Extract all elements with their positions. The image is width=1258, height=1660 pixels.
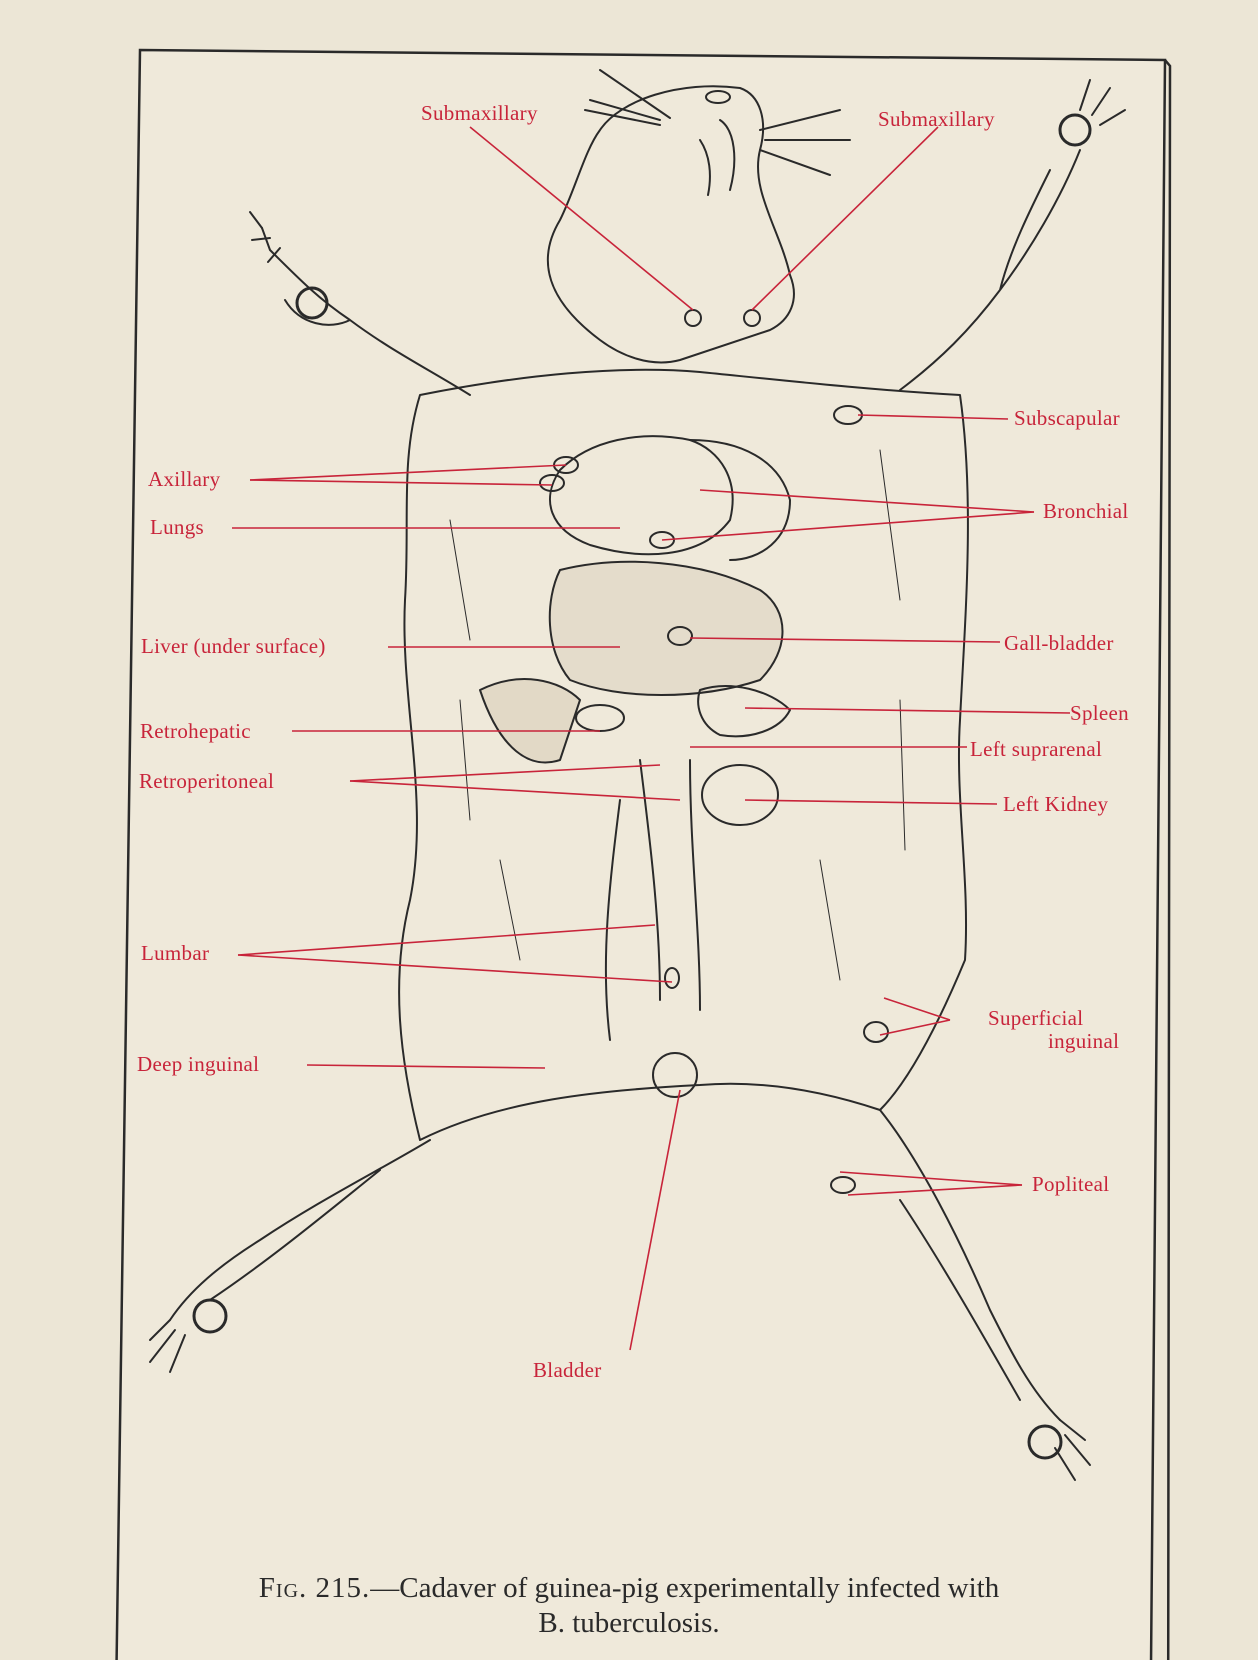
plate-edge: [1165, 60, 1170, 1660]
label-lumbar: Lumbar: [141, 941, 210, 965]
label-lungs: Lungs: [150, 515, 204, 539]
label-superficial-inguinal-line2: inguinal: [1048, 1029, 1120, 1053]
figure-caption-line-2: B. tuberculosis.: [538, 1607, 720, 1639]
label-popliteal: Popliteal: [1032, 1172, 1110, 1196]
label-retrohepatic: Retrohepatic: [140, 719, 251, 743]
figure-caption: [0, 1573, 1258, 1603]
label-superficial-inguinal: Superficial: [988, 1006, 1084, 1030]
figure-number: Fig. 215.: [258, 1572, 371, 1604]
label-spleen: Spleen: [1070, 701, 1129, 725]
label-gall-bladder: Gall-bladder: [1004, 631, 1114, 655]
label-submaxillary-right: Submaxillary: [878, 107, 995, 131]
label-subscapular: Subscapular: [1014, 406, 1120, 430]
label-left-kidney: Left Kidney: [1003, 792, 1109, 816]
label-left-suprarenal: Left suprarenal: [970, 737, 1103, 761]
label-bronchial: Bronchial: [1043, 499, 1129, 523]
label-deep-inguinal: Deep inguinal: [137, 1052, 260, 1076]
caption-line-1: —Cadaver of guinea-pig experimentally infected with: [370, 1572, 1000, 1604]
label-retroperitoneal: Retroperitoneal: [139, 769, 275, 793]
label-submaxillary-left: Submaxillary: [421, 101, 538, 125]
plate-frame: [115, 50, 1165, 1660]
label-liver: Liver (under surface): [141, 634, 326, 658]
label-bladder: Bladder: [533, 1358, 602, 1382]
label-axillary: Axillary: [148, 467, 221, 491]
